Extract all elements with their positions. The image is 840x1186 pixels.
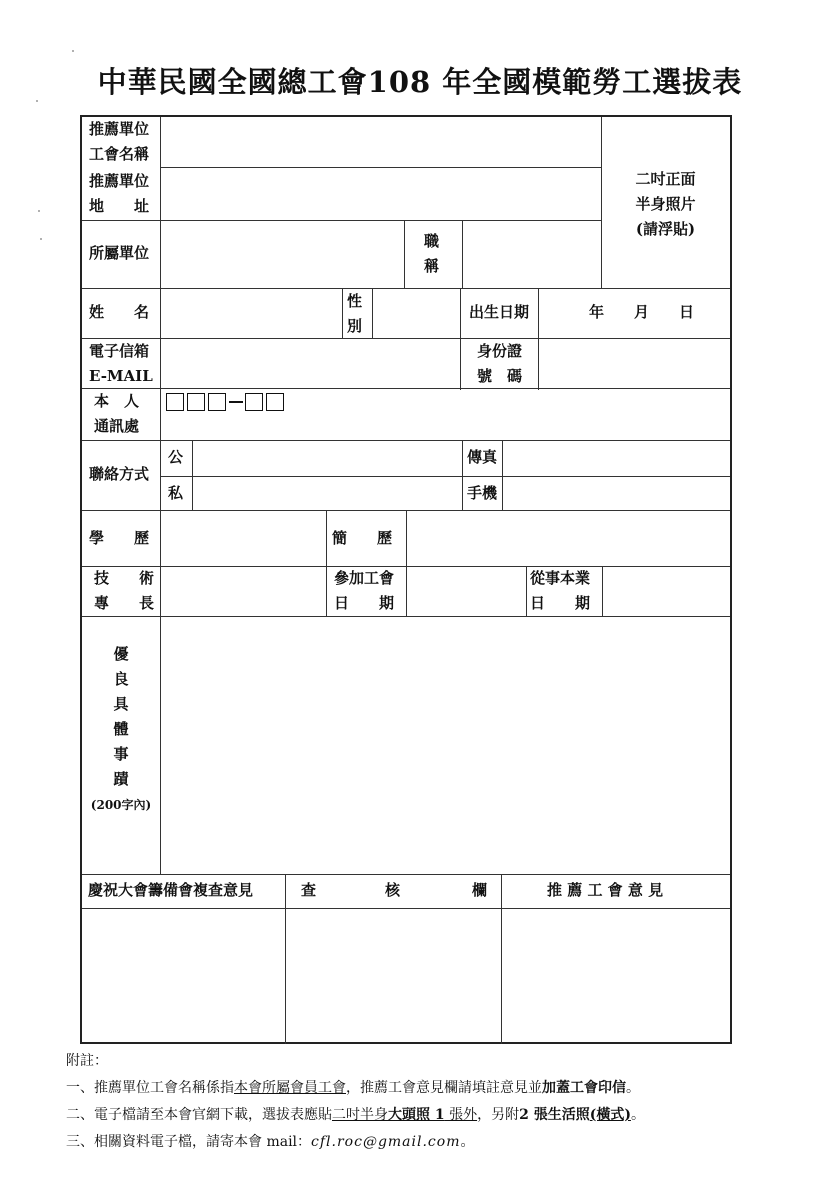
union-opinion-label: 推 薦 工 會 意 見 (547, 881, 664, 899)
scan-speck (72, 50, 74, 52)
review-column-label-3: 欄 (472, 881, 488, 899)
rule (406, 510, 407, 616)
selection-form-table (80, 115, 732, 1044)
note-underlined-text: 二吋半身 (332, 1107, 388, 1123)
rule (160, 616, 161, 874)
recommending-union-name-label: 推薦單位 工會名稱 (89, 120, 150, 163)
birth-date-label: 出生日期 (469, 303, 530, 321)
rule (82, 874, 730, 875)
note-line-1 (66, 1075, 645, 1102)
note-text: ，另附 (477, 1107, 520, 1123)
postal-code-box[interactable] (266, 393, 284, 411)
email-label: 電子信箱 E-MAIL (89, 342, 153, 385)
office-label: 公 (168, 448, 184, 466)
rule (82, 288, 730, 289)
rule (342, 288, 343, 338)
rule (160, 476, 730, 477)
skill-label: 技 術 專 長 (94, 569, 155, 612)
education-label: 學 歷 (89, 529, 150, 547)
photo-placeholder-label: 二吋正面 半身照片 (請浮貼) (635, 170, 696, 238)
form-title: 中華民國全國總工會108 年全國模範勞工選拔表 (97, 65, 743, 99)
deeds-limit-label: (200字內) (90, 798, 152, 812)
rule (160, 167, 601, 168)
birth-ymd-label: 年 月 日 (589, 303, 695, 321)
work-date-label: 從事本業 日 期 (530, 569, 591, 612)
rule (160, 117, 161, 616)
gender-label: 性 別 (347, 292, 363, 335)
deeds-label: 優 良 具 體 事 蹟 (113, 645, 129, 788)
rule (82, 440, 730, 441)
note-bold-underlined-text: (橫式) (589, 1107, 631, 1123)
contact-email-address: cfl.roc@gmail.com (311, 1134, 461, 1150)
note-text: 一、推薦單位工會名稱係指 (66, 1080, 234, 1096)
rule (602, 566, 603, 616)
scan-speck (40, 238, 42, 240)
private-label: 私 (168, 484, 184, 502)
rule (192, 440, 193, 510)
note-underlined-text: 張外 (444, 1107, 478, 1123)
name-label: 姓 名 (89, 303, 150, 321)
note-bold-underlined-text: 大頭照 1 (388, 1107, 445, 1123)
review-column-label-1: 查 (301, 881, 317, 899)
scan-speck (36, 100, 38, 102)
mobile-label: 手機 (467, 484, 498, 502)
notes-heading: 附註： (66, 1053, 108, 1069)
resume-label: 簡 歷 (332, 529, 393, 547)
job-title-label: 職 稱 (424, 232, 440, 275)
note-text: ，推薦工會意見欄請填註意見並 (346, 1080, 542, 1096)
note-bold-text: 加蓋工會印信 (542, 1080, 626, 1096)
rule (82, 388, 730, 389)
rule (526, 566, 527, 616)
note-line-2 (66, 1102, 645, 1129)
rule (326, 510, 327, 616)
fax-label: 傳真 (467, 448, 498, 466)
address-label: 本 人 通訊處 (94, 392, 140, 435)
rule (538, 288, 539, 390)
postal-code-box[interactable] (166, 393, 184, 411)
postal-code-box[interactable] (187, 393, 205, 411)
recommending-union-address-label: 推薦單位 地 址 (89, 172, 150, 215)
note-text: 。 (626, 1080, 640, 1096)
rule (462, 440, 463, 510)
note-text: 。 (630, 1107, 645, 1123)
id-number-label: 身份證 號 碼 (477, 342, 523, 385)
footnotes (66, 1048, 645, 1156)
note-text: 三、相關資料電子檔，請寄本會 mail： (66, 1134, 312, 1150)
rule (462, 220, 463, 288)
rule (82, 908, 730, 909)
note-text: 。 (460, 1134, 475, 1150)
review-column-label-2: 核 (385, 881, 401, 899)
postal-code-box[interactable] (208, 393, 226, 411)
note-line-3 (66, 1129, 645, 1156)
rule (501, 874, 502, 1044)
scan-speck (38, 210, 40, 212)
affiliation-label: 所屬單位 (89, 244, 150, 262)
note-bold-text: 2 張生活照 (519, 1107, 590, 1123)
rule (82, 338, 730, 339)
rule (404, 220, 405, 288)
note-text: 二、電子檔請至本會官網下載，選拔表應貼 (66, 1107, 332, 1123)
committee-review-label: 慶祝大會籌備會複查意見 (88, 881, 254, 899)
postal-code-box[interactable] (245, 393, 263, 411)
rule (82, 616, 730, 617)
rule (502, 440, 503, 510)
rule (460, 288, 461, 390)
rule (372, 288, 373, 338)
postal-code-dash (229, 401, 243, 403)
contact-label: 聯絡方式 (89, 465, 150, 483)
rule (285, 874, 286, 1044)
union-join-date-label: 參加工會 日 期 (334, 569, 395, 612)
note-underlined-text: 本會所屬會員工會 (234, 1080, 346, 1096)
